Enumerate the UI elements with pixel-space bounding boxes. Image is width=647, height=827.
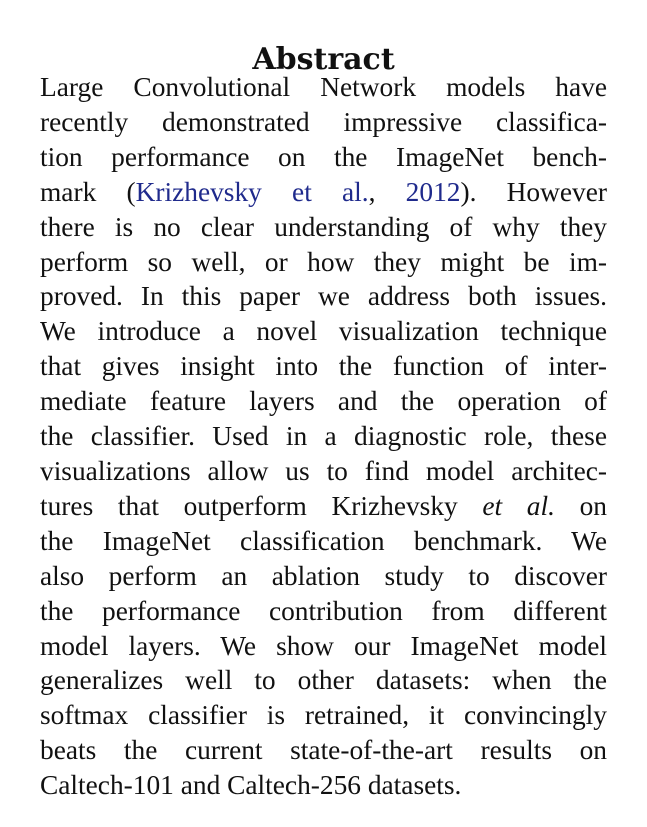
abstract-line (40, 629, 607, 664)
text-segment: tures that outperform Krizhevsky (40, 490, 483, 521)
text-segment: Caltech-101 and Caltech-256 datasets. (40, 770, 462, 801)
abstract-line (40, 105, 607, 140)
text-segment: mediate feature layers and the operation of (40, 386, 607, 417)
text-segment: softmax classifier is retrained, it convincingly (40, 700, 607, 731)
abstract-line (40, 489, 607, 524)
text-segment: there is no clear understanding of why they (40, 211, 607, 242)
text-segment: model layers. We show our ImageNet model (40, 630, 607, 661)
abstract-line (40, 454, 607, 489)
text-segment: visualizations allow us to find model architec- (40, 455, 607, 486)
citation-link[interactable]: 2012 (405, 176, 461, 207)
abstract-line (40, 349, 607, 384)
abstract-heading: Abstract (252, 41, 395, 77)
text-segment: , (368, 176, 406, 207)
abstract-line (40, 314, 607, 349)
text-segment: ). However (460, 176, 607, 207)
italic-text: et al. (482, 490, 555, 521)
abstract-line (40, 698, 607, 733)
citation-link[interactable]: Krizhevsky et al. (135, 176, 369, 207)
text-segment: beats the current state-of-the-art results on (40, 735, 607, 766)
text-segment: that gives insight into the function of inter- (40, 351, 607, 382)
abstract-line (40, 559, 607, 594)
abstract-line (40, 140, 607, 175)
abstract-line (40, 733, 607, 768)
abstract-line (40, 70, 607, 105)
abstract-line (40, 594, 607, 629)
abstract-line (40, 768, 607, 803)
abstract-line (40, 419, 607, 454)
text-segment: generalizes well to other datasets: when the (40, 665, 607, 696)
abstract-body (40, 70, 607, 803)
abstract-line (40, 245, 607, 280)
abstract-line (40, 175, 607, 210)
abstract-line (40, 279, 607, 314)
text-segment: tion performance on the ImageNet bench- (40, 141, 607, 172)
text-segment: recently demonstrated impressive classifica- (40, 106, 607, 137)
abstract-line (40, 210, 607, 245)
text-segment: We introduce a novel visualization technique (40, 316, 607, 347)
abstract-line (40, 663, 607, 698)
text-segment: proved. In this paper we address both issues. (40, 281, 607, 312)
text-segment: the ImageNet classification benchmark. We (40, 525, 607, 556)
text-segment: the classifier. Used in a diagnostic role, these (40, 421, 607, 452)
text-segment: also perform an ablation study to discover (40, 560, 607, 591)
text-segment: perform so well, or how they might be im- (40, 246, 607, 277)
abstract-line (40, 524, 607, 559)
text-segment: the performance contribution from different (40, 595, 607, 626)
text-segment: on (554, 490, 607, 521)
text-segment: Large Convolutional Network models have (40, 72, 607, 102)
text-segment: mark ( (40, 176, 136, 207)
abstract-line (40, 384, 607, 419)
